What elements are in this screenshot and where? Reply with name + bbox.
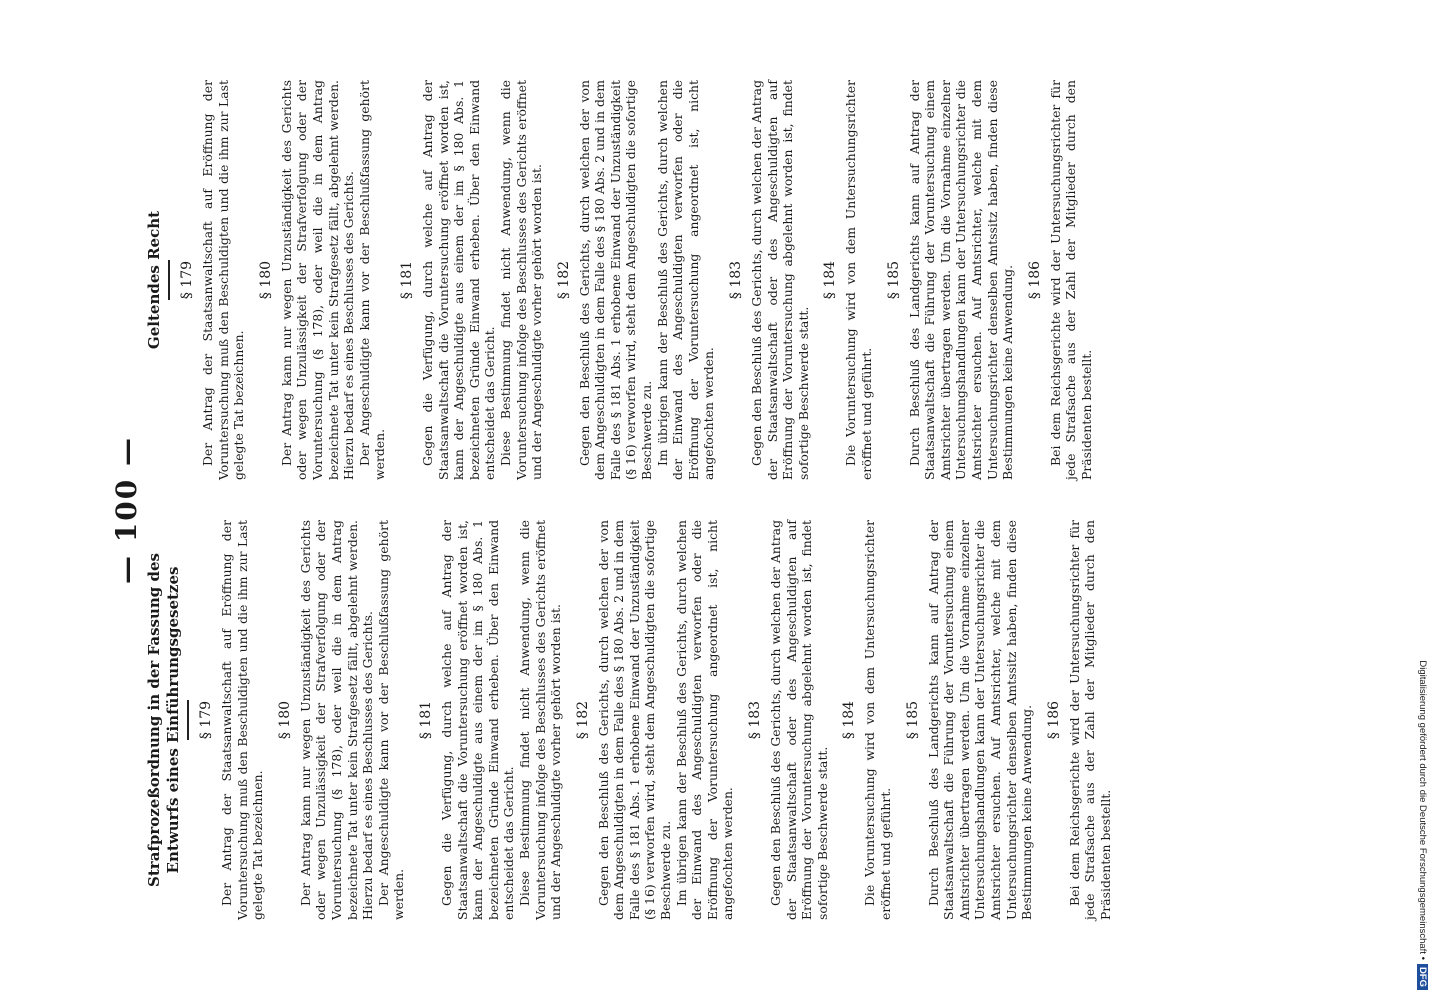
- section-paragraph: Der Antrag der Staatsanwaltschaft auf Eröffnung der Voruntersuchung muß den Beschuldigten und die ihm zur Last gelegte Tat bezeichnen.: [219, 520, 266, 920]
- column-heading-right: Geltendes Recht: [145, 210, 163, 350]
- section: [1026, 80, 1095, 480]
- section: [840, 520, 893, 920]
- section-paragraph: Der Angeschuldigte kann vor der Beschlußfassung gehört werden.: [375, 520, 407, 920]
- section-number: § 185: [885, 260, 902, 300]
- section-paragraph: Der Antrag kann nur wegen Unzuständigkeit des Gerichts oder wegen Unzulässigkeit der Strafverfolgung oder der Voruntersuchung (§ 178), oder weil die in dem Antrag bezeichnete Tat unter kein Strafgesetz fällt, abgelehnt werden. Hierzu bedarf es eines Beschlusses des Gerichts.: [278, 80, 357, 480]
- section-paragraph: Gegen die Verfügung, durch welche auf Antrag der Staatsanwaltschaft die Voruntersuchung eröffnet worden ist, kann der Angeschuldigte aus einem der im § 180 Abs. 1 bezeichneten Gründe Einwand erheben. Über den Einwand entscheidet das Gericht.: [419, 80, 498, 480]
- section-list-left: [197, 520, 1114, 920]
- heading-rule: [187, 700, 189, 740]
- section-number: § 183: [747, 700, 764, 740]
- section-paragraph: Bei dem Reichsgerichte wird der Untersuchungsrichter für jede Strafsache aus der Zahl der Mitglieder durch den Präsidenten bestellt.: [1047, 80, 1094, 480]
- section-number: § 185: [904, 700, 921, 740]
- section-number: § 182: [574, 700, 591, 740]
- section-paragraph: Bei dem Reichsgerichte wird der Untersuchungsrichter für jede Strafsache aus der Zahl der Mitglieder durch den Präsidenten bestellt.: [1066, 520, 1113, 920]
- section-number: § 184: [822, 260, 839, 300]
- credit-text: Digitalisierung gefördert durch die Deutsche Forschungsgemeinschaft •: [1417, 660, 1428, 960]
- section-paragraph: Gegen den Beschluß des Gerichts, durch welchen der Antrag der Staatsanwaltschaft oder des Angeschuldigten auf Eröffnung der Voruntersuchung abgelehnt worden ist, findet sofortige Beschwerde statt.: [749, 80, 811, 480]
- section-number: § 184: [841, 700, 858, 740]
- section-paragraph: Diese Bestimmung findet nicht Anwendung, wenn die Voruntersuchung infolge des Beschlusses des Gerichts eröffnet und der Angeschuldigte vorher gehört worden ist.: [516, 520, 564, 920]
- document-page: [50, 60, 1320, 960]
- section-number: § 182: [555, 260, 572, 300]
- section: [417, 520, 564, 920]
- section: [178, 80, 247, 480]
- section: [1045, 520, 1114, 920]
- section: [197, 520, 266, 920]
- section-paragraph: Im übrigen kann der Beschluß des Gerichts, durch welchen der Einwand des Angeschuldigten verworfen oder die Eröffnung der Voruntersuchung angeordnet ist, nicht angefochten werden.: [673, 520, 736, 920]
- section-number: § 180: [276, 700, 293, 740]
- section-number: § 179: [179, 260, 195, 300]
- section: [555, 80, 717, 480]
- section: [727, 80, 811, 480]
- section: [746, 520, 830, 920]
- section-paragraph: Im übrigen kann der Beschluß des Gerichts, durch welchen der Einwand des Angeschuldigten verworfen oder die Eröffnung der Voruntersuchung angeordnet ist, nicht angefochten werden.: [654, 80, 717, 480]
- section: [904, 520, 1035, 920]
- section-paragraph: Der Antrag kann nur wegen Unzuständigkeit des Gerichts oder wegen Unzulässigkeit der Strafverfolgung oder der Voruntersuchung (§ 178), oder weil die in dem Antrag bezeichnete Tat unter kein Strafgesetz fällt, abgelehnt werden. Hierzu bedarf es eines Beschlusses des Gerichts.: [297, 520, 376, 920]
- section: [276, 520, 407, 920]
- section-list-right: [178, 80, 1095, 480]
- section-number: § 181: [417, 700, 434, 740]
- column-current-law: [145, 80, 1105, 480]
- digitization-credit: [1414, 10, 1428, 990]
- section-number: § 186: [1045, 700, 1062, 740]
- section: [257, 80, 388, 480]
- column-heading-left: Strafprozeßordnung in der Fassung des Entwurfs eines Einführungsgesetzes: [145, 553, 182, 887]
- section: [821, 80, 874, 480]
- section-number: § 183: [728, 260, 745, 300]
- section-paragraph: Diese Bestimmung findet nicht Anwendung, wenn die Voruntersuchung infolge des Beschlusses des Gerichts eröffnet und der Angeschuldigte vorher gehört worden ist.: [497, 80, 545, 480]
- section-paragraph: Durch Beschluß des Landgerichts kann auf Antrag der Staatsanwaltschaft die Führung der Voruntersuchung einem Amtsrichter übertragen werden. Um die Vornahme einzelner Untersuchungshandlungen kann der Untersuchungsrichter die Amtsrichter ersuchen. Auf Amtsrichter, welche mit dem Untersuchungsrichter denselben Amtssitz haben, finden diese Bestimmungen keine Anwendung.: [906, 80, 1016, 480]
- section-paragraph: Gegen den Beschluß des Gerichts, durch welchen der von dem Angeschuldigten in dem Falle des § 180 Abs. 2 und in dem Falle des § 181 Abs. 1 erhobene Einwand der Unzuständigkeit (§ 16) verworfen wird, steht dem Angeschuldigten die sofortige Beschwerde zu.: [576, 80, 655, 480]
- section: [574, 520, 736, 920]
- section-paragraph: Die Voruntersuchung wird von dem Untersuchungsrichter eröffnet und geführt.: [862, 520, 893, 920]
- section-number: § 186: [1026, 260, 1043, 300]
- section-paragraph: Gegen den Beschluß des Gerichts, durch welchen der Antrag der Staatsanwaltschaft oder des Angeschuldigten auf Eröffnung der Voruntersuchung abgelehnt worden ist, findet sofortige Beschwerde statt.: [768, 520, 830, 920]
- column-draft-text: [145, 520, 1124, 920]
- section-paragraph: Der Angeschuldigte kann vor der Beschlußfassung gehört werden.: [356, 80, 388, 480]
- heading-rule: [168, 260, 170, 300]
- section-paragraph: Der Antrag der Staatsanwaltschaft auf Eröffnung der Voruntersuchung muß den Beschuldigten und die ihm zur Last gelegte Tat bezeichnen.: [200, 80, 247, 480]
- section-number: § 179: [198, 700, 214, 740]
- section-paragraph: Gegen die Verfügung, durch welche auf Antrag der Staatsanwaltschaft die Voruntersuchung eröffnet worden ist, kann der Angeschuldigte aus einem der im § 180 Abs. 1 bezeichneten Gründe Einwand erheben. Über den Einwand entscheidet das Gericht.: [438, 520, 517, 920]
- section-number: § 180: [257, 260, 274, 300]
- section: [398, 80, 545, 480]
- section-paragraph: Durch Beschluß des Landgerichts kann auf Antrag der Staatsanwaltschaft die Führung der Voruntersuchung einem Amtsrichter übertragen werden. Um die Vornahme einzelner Untersuchungshandlungen kann der Untersuchungsrichter die Amtsrichter ersuchen. Auf Amtsrichter, welche mit dem Untersuchungsrichter denselben Amtssitz haben, finden diese Bestimmungen keine Anwendung.: [925, 520, 1035, 920]
- section-paragraph: Gegen den Beschluß des Gerichts, durch welchen der von dem Angeschuldigten in dem Falle des § 180 Abs. 2 und in dem Falle des § 181 Abs. 1 erhobene Einwand der Unzuständigkeit (§ 16) verworfen wird, steht dem Angeschuldigten die sofortige Beschwerde zu.: [595, 520, 674, 920]
- dfg-logo: DFG: [1417, 964, 1428, 990]
- section: [885, 80, 1016, 480]
- page-number: — 100 —: [110, 436, 143, 584]
- section-number: § 181: [398, 260, 415, 300]
- section-paragraph: Die Voruntersuchung wird von dem Untersuchungsrichter eröffnet und geführt.: [843, 80, 874, 480]
